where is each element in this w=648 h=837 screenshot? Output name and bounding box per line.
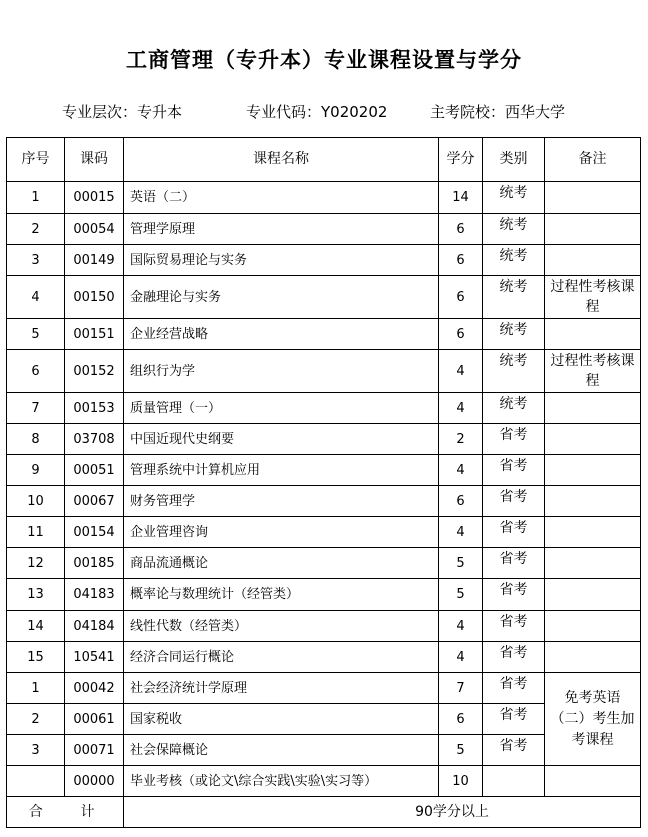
cell-no: 14 bbox=[7, 611, 65, 642]
cell-name: 企业经营战略 bbox=[124, 319, 439, 350]
cell-name: 概率论与数理统计（经管类） bbox=[124, 579, 439, 611]
cell-code: 00185 bbox=[65, 548, 124, 579]
header-code: 课码 bbox=[65, 138, 124, 182]
cell-note bbox=[545, 319, 641, 350]
cell-note: 过程性考核课程 bbox=[545, 276, 641, 319]
table-row bbox=[7, 424, 641, 455]
cell-no: 15 bbox=[7, 642, 65, 673]
cell-note-exempt: 免考英语（二）考生加考课程 bbox=[545, 673, 641, 766]
cell-credit: 4 bbox=[439, 350, 483, 393]
cell-name: 管理系统中计算机应用 bbox=[124, 455, 439, 486]
cell-no: 1 bbox=[7, 673, 65, 704]
cell-name: 国家税收 bbox=[124, 704, 439, 735]
cell-category: 省考 bbox=[483, 704, 545, 735]
cell-no: 13 bbox=[7, 579, 65, 611]
cell-name: 国际贸易理论与实务 bbox=[124, 245, 439, 276]
cell-note: 过程性考核课程 bbox=[545, 350, 641, 393]
cell-no: 3 bbox=[7, 245, 65, 276]
cell-note bbox=[545, 424, 641, 455]
cell-category: 省考 bbox=[483, 642, 545, 673]
cell-category: 省考 bbox=[483, 517, 545, 548]
table-row bbox=[7, 245, 641, 276]
cell-no bbox=[7, 766, 65, 797]
cell-code: 00054 bbox=[65, 214, 124, 245]
cell-name: 社会保障概论 bbox=[124, 735, 439, 766]
cell-name: 组织行为学 bbox=[124, 350, 439, 393]
table-row bbox=[7, 673, 641, 704]
cell-category: 省考 bbox=[483, 735, 545, 766]
cell-category: 统考 bbox=[483, 245, 545, 276]
cell-no: 7 bbox=[7, 393, 65, 424]
cell-credit: 6 bbox=[439, 245, 483, 276]
cell-name: 社会经济统计学原理 bbox=[124, 673, 439, 704]
cell-code: 04184 bbox=[65, 611, 124, 642]
cell-credit: 4 bbox=[439, 642, 483, 673]
cell-credit: 6 bbox=[439, 319, 483, 350]
cell-credit: 6 bbox=[439, 704, 483, 735]
header-credit: 学分 bbox=[439, 138, 483, 182]
total-row bbox=[7, 797, 641, 828]
table-row bbox=[7, 579, 641, 611]
cell-note bbox=[545, 214, 641, 245]
table-row bbox=[7, 455, 641, 486]
cell-code: 00071 bbox=[65, 735, 124, 766]
cell-name: 财务管理学 bbox=[124, 486, 439, 517]
cell-no: 1 bbox=[7, 182, 65, 214]
cell-name: 英语（二） bbox=[124, 182, 439, 214]
cell-category: 省考 bbox=[483, 548, 545, 579]
cell-no: 12 bbox=[7, 548, 65, 579]
cell-name: 企业管理咨询 bbox=[124, 517, 439, 548]
cell-category bbox=[483, 766, 545, 797]
cell-code: 03708 bbox=[65, 424, 124, 455]
cell-category: 省考 bbox=[483, 424, 545, 455]
cell-no: 5 bbox=[7, 319, 65, 350]
cell-no: 11 bbox=[7, 517, 65, 548]
cell-category: 省考 bbox=[483, 579, 545, 611]
cell-category: 统考 bbox=[483, 393, 545, 424]
table-row bbox=[7, 276, 641, 319]
cell-category: 统考 bbox=[483, 214, 545, 245]
cell-code: 00067 bbox=[65, 486, 124, 517]
cell-code: 00061 bbox=[65, 704, 124, 735]
page-title: 工商管理（专升本）专业课程设置与学分 bbox=[126, 48, 522, 72]
cell-no: 3 bbox=[7, 735, 65, 766]
cell-code: 00154 bbox=[65, 517, 124, 548]
cell-name: 质量管理（一） bbox=[124, 393, 439, 424]
header-category: 类别 bbox=[483, 138, 545, 182]
cell-credit: 14 bbox=[439, 182, 483, 214]
cell-code: 00042 bbox=[65, 673, 124, 704]
cell-note bbox=[545, 548, 641, 579]
header-name: 课程名称 bbox=[124, 138, 439, 182]
cell-credit: 5 bbox=[439, 735, 483, 766]
cell-credit: 6 bbox=[439, 214, 483, 245]
cell-note bbox=[545, 393, 641, 424]
cell-no: 6 bbox=[7, 350, 65, 393]
cell-credit: 4 bbox=[439, 611, 483, 642]
cell-code: 00149 bbox=[65, 245, 124, 276]
cell-credit: 6 bbox=[439, 276, 483, 319]
cell-credit: 4 bbox=[439, 393, 483, 424]
cell-credit: 5 bbox=[439, 579, 483, 611]
cell-no: 4 bbox=[7, 276, 65, 319]
cell-category: 统考 bbox=[483, 182, 545, 214]
cell-note bbox=[545, 245, 641, 276]
cell-credit: 2 bbox=[439, 424, 483, 455]
cell-code: 00152 bbox=[65, 350, 124, 393]
cell-code: 00051 bbox=[65, 455, 124, 486]
table-row bbox=[7, 486, 641, 517]
table-row bbox=[7, 548, 641, 579]
major-level: 专业层次：专升本 bbox=[62, 103, 183, 121]
total-value: 90学分以上 bbox=[124, 797, 641, 828]
cell-category: 省考 bbox=[483, 455, 545, 486]
cell-name: 毕业考核（或论文\综合实践\实验\实习等） bbox=[124, 766, 439, 797]
cell-no: 8 bbox=[7, 424, 65, 455]
cell-category: 统考 bbox=[483, 276, 545, 319]
total-label-a: 合 bbox=[7, 797, 65, 828]
exam-school: 主考院校：西华大学 bbox=[430, 103, 566, 121]
cell-no: 9 bbox=[7, 455, 65, 486]
table-row bbox=[7, 393, 641, 424]
cell-code: 00015 bbox=[65, 182, 124, 214]
table-row bbox=[7, 214, 641, 245]
table-header-row bbox=[7, 138, 641, 182]
cell-category: 统考 bbox=[483, 319, 545, 350]
cell-credit: 10 bbox=[439, 766, 483, 797]
cell-code: 00000 bbox=[65, 766, 124, 797]
table-row bbox=[7, 611, 641, 642]
table-row bbox=[7, 182, 641, 214]
cell-name: 经济合同运行概论 bbox=[124, 642, 439, 673]
header-note: 备注 bbox=[545, 138, 641, 182]
header-no: 序号 bbox=[7, 138, 65, 182]
cell-note bbox=[545, 611, 641, 642]
cell-note bbox=[545, 766, 641, 797]
cell-credit: 7 bbox=[439, 673, 483, 704]
table-row bbox=[7, 642, 641, 673]
cell-credit: 6 bbox=[439, 486, 483, 517]
table-row bbox=[7, 350, 641, 393]
cell-name: 线性代数（经管类） bbox=[124, 611, 439, 642]
table-row bbox=[7, 319, 641, 350]
cell-category: 统考 bbox=[483, 350, 545, 393]
cell-credit: 4 bbox=[439, 517, 483, 548]
cell-name: 管理学原理 bbox=[124, 214, 439, 245]
cell-note bbox=[545, 455, 641, 486]
cell-no: 2 bbox=[7, 704, 65, 735]
cell-name: 中国近现代史纲要 bbox=[124, 424, 439, 455]
total-label-b: 计 bbox=[65, 797, 124, 828]
cell-note bbox=[545, 182, 641, 214]
course-table bbox=[6, 137, 641, 828]
cell-note bbox=[545, 579, 641, 611]
cell-no: 2 bbox=[7, 214, 65, 245]
cell-category: 省考 bbox=[483, 611, 545, 642]
cell-code: 00150 bbox=[65, 276, 124, 319]
major-code: 专业代码：Y020202 bbox=[246, 103, 388, 121]
cell-code: 00153 bbox=[65, 393, 124, 424]
cell-code: 00151 bbox=[65, 319, 124, 350]
cell-name: 商品流通概论 bbox=[124, 548, 439, 579]
cell-code: 10541 bbox=[65, 642, 124, 673]
cell-no: 10 bbox=[7, 486, 65, 517]
cell-note bbox=[545, 642, 641, 673]
cell-category: 省考 bbox=[483, 673, 545, 704]
cell-code: 04183 bbox=[65, 579, 124, 611]
cell-name: 金融理论与实务 bbox=[124, 276, 439, 319]
cell-credit: 5 bbox=[439, 548, 483, 579]
cell-note bbox=[545, 517, 641, 548]
table-row bbox=[7, 766, 641, 797]
table-row bbox=[7, 517, 641, 548]
cell-credit: 4 bbox=[439, 455, 483, 486]
cell-category: 省考 bbox=[483, 486, 545, 517]
cell-note bbox=[545, 486, 641, 517]
